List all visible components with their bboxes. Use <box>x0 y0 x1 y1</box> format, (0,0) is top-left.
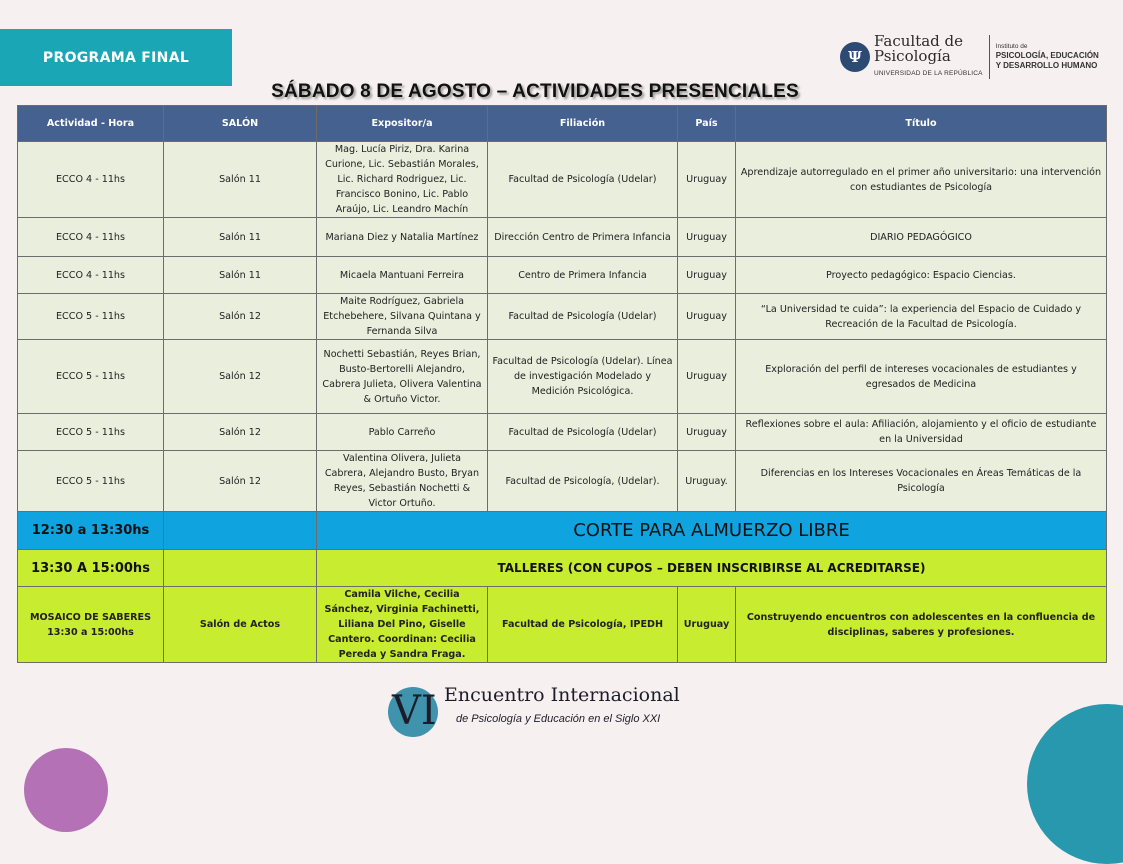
cell-filiacion: Facultad de Psicología (Udelar) <box>488 294 678 340</box>
table-row <box>18 218 1107 257</box>
workshops-label: TALLERES (CON CUPOS – DEBEN INSCRIBIRSE AL ACREDITARSE) <box>317 550 1107 587</box>
cell-pais: Uruguay <box>678 218 736 257</box>
schedule-table <box>17 105 1107 663</box>
institute-line3: Y DESARROLLO HUMANO <box>995 61 1098 70</box>
footer-title: Encuentro Internacional <box>444 684 680 706</box>
workshops-time: 13:30 A 15:00hs <box>18 550 164 587</box>
cell-pais: Uruguay <box>678 340 736 414</box>
cell-actividad: ECCO 5 - 11hs <box>18 294 164 340</box>
decorative-circle-right <box>1027 704 1123 864</box>
cell-salon: Salón de Actos <box>164 587 317 663</box>
decorative-circle-left <box>24 748 108 832</box>
cell-actividad: ECCO 5 - 11hs <box>18 451 164 512</box>
institute-line1: Instituto de <box>995 43 1028 50</box>
cell-titulo: Aprendizaje autorregulado en el primer año universitario: una intervención con estudiantes de Psicología <box>736 142 1107 218</box>
cell-actividad: ECCO 5 - 11hs <box>18 414 164 451</box>
header-actividad: Actividad - Hora <box>18 106 164 142</box>
header-filiacion: Filiación <box>488 106 678 142</box>
cell-salon: Salón 12 <box>164 414 317 451</box>
cell-expositor: Valentina Olivera, Julieta Cabrera, Alejandro Busto, Bryan Reyes, Sebastián Nochetti & Victor Ortuño. <box>317 451 488 512</box>
footer-subtitle: de Psicología y Educación en el Siglo XXI <box>456 713 661 725</box>
cell-pais: Uruguay <box>678 294 736 340</box>
cell-expositor: Mag. Lucía Piriz, Dra. Karina Curione, Lic. Sebastián Morales, Lic. Richard Rodriguez, Lic. Francisco Bonino, Lic. Pablo Araújo, Lic. Leandro Machín <box>317 142 488 218</box>
cell-titulo: Construyendo encuentros con adolescentes en la confluencia de disciplinas, saberes y profesiones. <box>736 587 1107 663</box>
workshops-row <box>18 550 1107 587</box>
cell-filiacion: Centro de Primera Infancia <box>488 257 678 294</box>
lunch-empty-cell <box>164 512 317 550</box>
faculty-name-line1: Facultad de <box>874 31 964 50</box>
cell-salon: Salón 12 <box>164 294 317 340</box>
institute-name <box>996 43 1099 71</box>
cell-titulo: Diferencias en los Intereses Vocacionales en Áreas Temáticas de la Psicología <box>736 451 1107 512</box>
header-pais: País <box>678 106 736 142</box>
psi-logo-icon: Ψ <box>840 42 870 72</box>
cell-filiacion: Facultad de Psicología (Udelar). Línea de investigación Modelado y Medición Psicológica. <box>488 340 678 414</box>
header-titulo: Título <box>736 106 1107 142</box>
table-row <box>18 257 1107 294</box>
mosaico-time: 13:30 a 15:00hs <box>47 626 134 638</box>
cell-pais: Uruguay <box>678 414 736 451</box>
cell-titulo: Exploración del perfil de intereses vocacionales de estudiantes y egresados de Medicina <box>736 340 1107 414</box>
cell-expositor: Maite Rodríguez, Gabriela Etchebehere, Silvana Quintana y Fernanda Silva <box>317 294 488 340</box>
cell-expositor: Pablo Carreño <box>317 414 488 451</box>
cell-salon: Salón 12 <box>164 451 317 512</box>
cell-titulo: Proyecto pedagógico: Espacio Ciencias. <box>736 257 1107 294</box>
cell-filiacion: Facultad de Psicología (Udelar) <box>488 142 678 218</box>
cell-salon: Salón 12 <box>164 340 317 414</box>
cell-expositor: Nochetti Sebastián, Reyes Brian, Busto-Bertorelli Alejandro, Cabrera Julieta, Olivera Valentina & Ortuño Victor. <box>317 340 488 414</box>
table-header-row <box>18 106 1107 142</box>
cell-actividad <box>18 587 164 663</box>
cell-actividad: ECCO 4 - 11hs <box>18 218 164 257</box>
table-row <box>18 294 1107 340</box>
lunch-time: 12:30 a 13:30hs <box>18 512 164 550</box>
cell-actividad: ECCO 4 - 11hs <box>18 142 164 218</box>
header-salon: SALÓN <box>164 106 317 142</box>
cell-actividad: ECCO 4 - 11hs <box>18 257 164 294</box>
workshops-empty-cell <box>164 550 317 587</box>
faculty-name <box>874 31 983 81</box>
university-name: UNIVERSIDAD DE LA REPÚBLICA <box>874 69 983 77</box>
cell-titulo: Reflexiones sobre el aula: Afiliación, alojamiento y el oficio de estudiante en la Universidad <box>736 414 1107 451</box>
lunch-label: CORTE PARA ALMUERZO LIBRE <box>317 512 1107 550</box>
cell-titulo: “La Universidad te cuida”: la experiencia del Espacio de Cuidado y Recreación de la Facultad de Psicología. <box>736 294 1107 340</box>
lunch-break-row <box>18 512 1107 550</box>
footer-numeral: VI <box>392 688 437 734</box>
cell-pais: Uruguay <box>678 142 736 218</box>
cell-expositor: Micaela Mantuani Ferreira <box>317 257 488 294</box>
logo-divider <box>989 35 990 79</box>
faculty-logo <box>840 33 1099 81</box>
table-row <box>18 340 1107 414</box>
cell-expositor: Mariana Diez y Natalia Martínez <box>317 218 488 257</box>
cell-pais: Uruguay. <box>678 451 736 512</box>
page-title: SÁBADO 8 DE AGOSTO – ACTIVIDADES PRESENCIALES <box>271 81 799 102</box>
cell-filiacion: Facultad de Psicología (Udelar) <box>488 414 678 451</box>
cell-filiacion: Facultad de Psicología, IPEDH <box>488 587 678 663</box>
table-row <box>18 414 1107 451</box>
faculty-name-line2: Psicología <box>874 46 951 65</box>
cell-pais: Uruguay <box>678 587 736 663</box>
cell-salon: Salón 11 <box>164 218 317 257</box>
mosaico-activity: MOSAICO DE SABERES <box>29 611 152 623</box>
cell-salon: Salón 11 <box>164 142 317 218</box>
table-row <box>18 142 1107 218</box>
program-banner: PROGRAMA FINAL <box>0 29 232 86</box>
cell-salon: Salón 11 <box>164 257 317 294</box>
institute-line2: PSICOLOGÍA, EDUCACIÓN <box>995 51 1099 60</box>
cell-filiacion: Facultad de Psicología, (Udelar). <box>488 451 678 512</box>
header-expositor: Expositor/a <box>317 106 488 142</box>
cell-filiacion: Dirección Centro de Primera Infancia <box>488 218 678 257</box>
table-row <box>18 451 1107 512</box>
cell-expositor: Camila Vilche, Cecilia Sánchez, Virginia Fachinetti, Liliana Del Pino, Giselle Cantero. Coordinan: Cecilia Pereda y Sandra Fraga. <box>317 587 488 663</box>
cell-actividad: ECCO 5 - 11hs <box>18 340 164 414</box>
cell-titulo: DIARIO PEDAGÓGICO <box>736 218 1107 257</box>
mosaico-row <box>18 587 1107 663</box>
cell-pais: Uruguay <box>678 257 736 294</box>
